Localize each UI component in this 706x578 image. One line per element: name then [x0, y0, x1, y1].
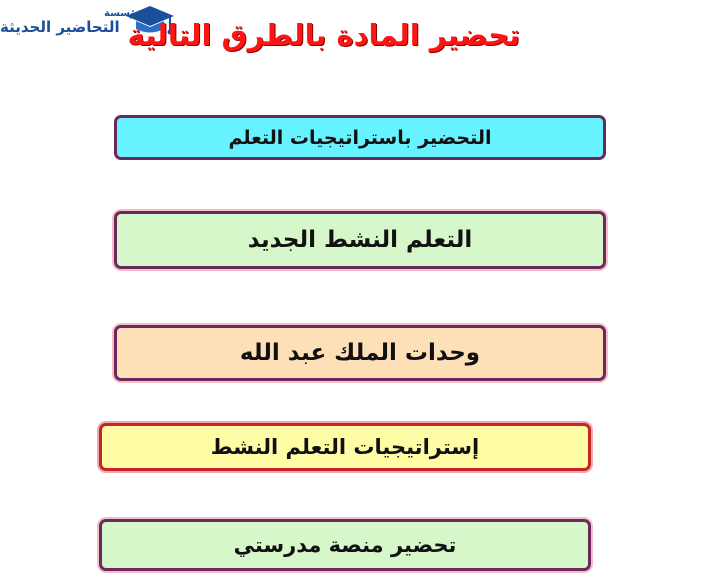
method-button-king-abdullah-units[interactable]: وحدات الملك عبد الله: [114, 325, 606, 381]
logo-small-text: مؤسسة: [104, 8, 143, 19]
method-button-new-active-learning[interactable]: التعلم النشط الجديد: [114, 211, 606, 269]
method-button-madrasati-platform[interactable]: تحضير منصة مدرستي: [99, 519, 591, 571]
method-button-active-learning-strategies[interactable]: إستراتيجيات التعلم النشط: [99, 423, 591, 471]
page-title: تحضير المادة بالطرق التالية: [127, 18, 520, 52]
method-button-learning-strategies[interactable]: التحضير باستراتيجيات التعلم: [114, 115, 606, 160]
logo-main-text: التحاضير الحديثة: [0, 18, 120, 36]
